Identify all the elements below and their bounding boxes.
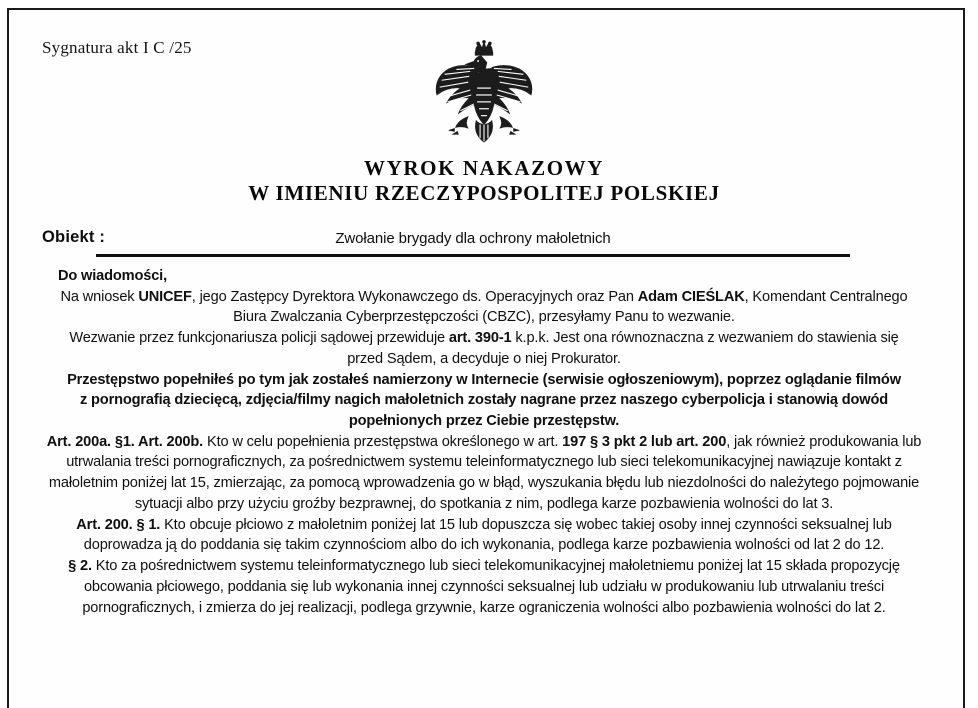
text-run-0: Na wniosek xyxy=(60,288,139,305)
text-run-0: Art. 200. § 1. xyxy=(76,516,161,533)
emblem-container xyxy=(18,34,950,154)
text-run-0: Art. 200a. §1. Art. 200b. xyxy=(46,433,204,450)
text-run-0: Przestępstwo popełniłeś po tym jak zostałeś namierzony w Internecie (serwisie ogłoszeniowym), poprzez oglądanie filmów z pornografią dziecięcą, zdjęcia/filmy nagich małoletnich zostały nagrane przez naszego cyberpolicja i stanowią dowód popełnionych przez Ciebie przestępstw. xyxy=(67,371,901,430)
document-body xyxy=(36,266,932,618)
text-run-4: , Komendant Centralnego Biura Zwalczania Cyberprzestępczości (CBZC), przesyłamy Panu to wezwanie. xyxy=(233,288,908,326)
text-run-0: § 2. xyxy=(68,558,92,575)
title-line-1: WYROK NAKAZOWY xyxy=(364,156,604,180)
text-run-1: art. 390-1 xyxy=(448,330,512,347)
paragraph-art-200-par-2 xyxy=(36,556,932,618)
text-run-0: Wezwanie przez funkcjonariusza policji sądowej przewiduje xyxy=(69,330,449,347)
paragraph-przestepstwo xyxy=(36,370,932,432)
salutation: Do wiadomości, xyxy=(58,268,167,284)
text-run-1: Kto obcuje płciowo z małoletnim poniżej lat 15 lub dopuszcza się wobec takiej osoby innej czynności seksualnej lub doprowadza ją do poddania się takim czynnościom albo do ich wykonania, podlega karze pozbawienia wolności od lat 2 do 12. xyxy=(83,516,892,554)
paragraph-art-200a xyxy=(36,432,932,515)
text-run-1: UNICEF xyxy=(138,288,192,305)
paragraph-art-200-par-1 xyxy=(36,515,932,556)
paragraph-wezwanie xyxy=(36,328,932,369)
page-content xyxy=(18,20,950,708)
polish-eagle-coat-of-arms-icon xyxy=(425,34,543,154)
subject-underline xyxy=(96,254,850,257)
text-run-2: k.p.k. Jest ona równoznaczna z wezwaniem do stawienia się przed Sądem, a decyduje o niej Prokurator. xyxy=(347,330,899,367)
document-title xyxy=(18,156,950,206)
text-run-1: Kto w celu popełnienia przestępstwa określonego w art. xyxy=(203,433,563,450)
subject-row xyxy=(18,226,950,264)
paragraph-wniosek xyxy=(36,287,932,328)
page-border-frame xyxy=(7,8,965,708)
text-run-3: Adam CIEŚLAK xyxy=(637,288,745,305)
subject-value: Zwołanie brygady dla ochrony małoletnich xyxy=(335,230,611,247)
text-run-2: 197 § 3 pkt 2 lub art. 200 xyxy=(562,433,727,450)
subject-label: Obiekt : xyxy=(42,228,106,246)
case-number: Sygnatura akt I C /25 xyxy=(42,38,192,57)
text-run-3: , jak również produkowania lub utrwalania treści pornograficznych, za pośrednictwem systemu teleinformatycznego lub sieci telekomunikacyjnej nawiązuje kontakt z małoletnim poniżej lat 15, zmierzając, za pomocą wprowadzenia go w błąd, wyszukania błędu lub niezdolności do należytego pojmowanie sytuacji albo przy użyciu groźby bezprawnej, do spotkania z nim, podlega karze pozbawienia wolności do lat 3. xyxy=(48,433,922,512)
text-run-1: Kto za pośrednictwem systemu teleinformatycznego lub sieci telekomunikacyjnej małoletniemu poniżej lat 15 składa propozycję obcowania płciowego, poddania się lub wykonania innej czynności seksualnej lub udziału w produkowaniu lub utrwalaniu treści pornograficznych, i zmierza do jej realizacji, podlega grzywnie, karze ograniczenia wolności albo pozbawienia wolności do lat 2. xyxy=(82,558,900,616)
title-line-2: W IMIENIU RZECZYPOSPOLITEJ POLSKIEJ xyxy=(248,180,720,205)
text-run-2: , jego Zastępcy Dyrektora Wykonawczego ds. Operacyjnych oraz Pan xyxy=(191,288,638,305)
